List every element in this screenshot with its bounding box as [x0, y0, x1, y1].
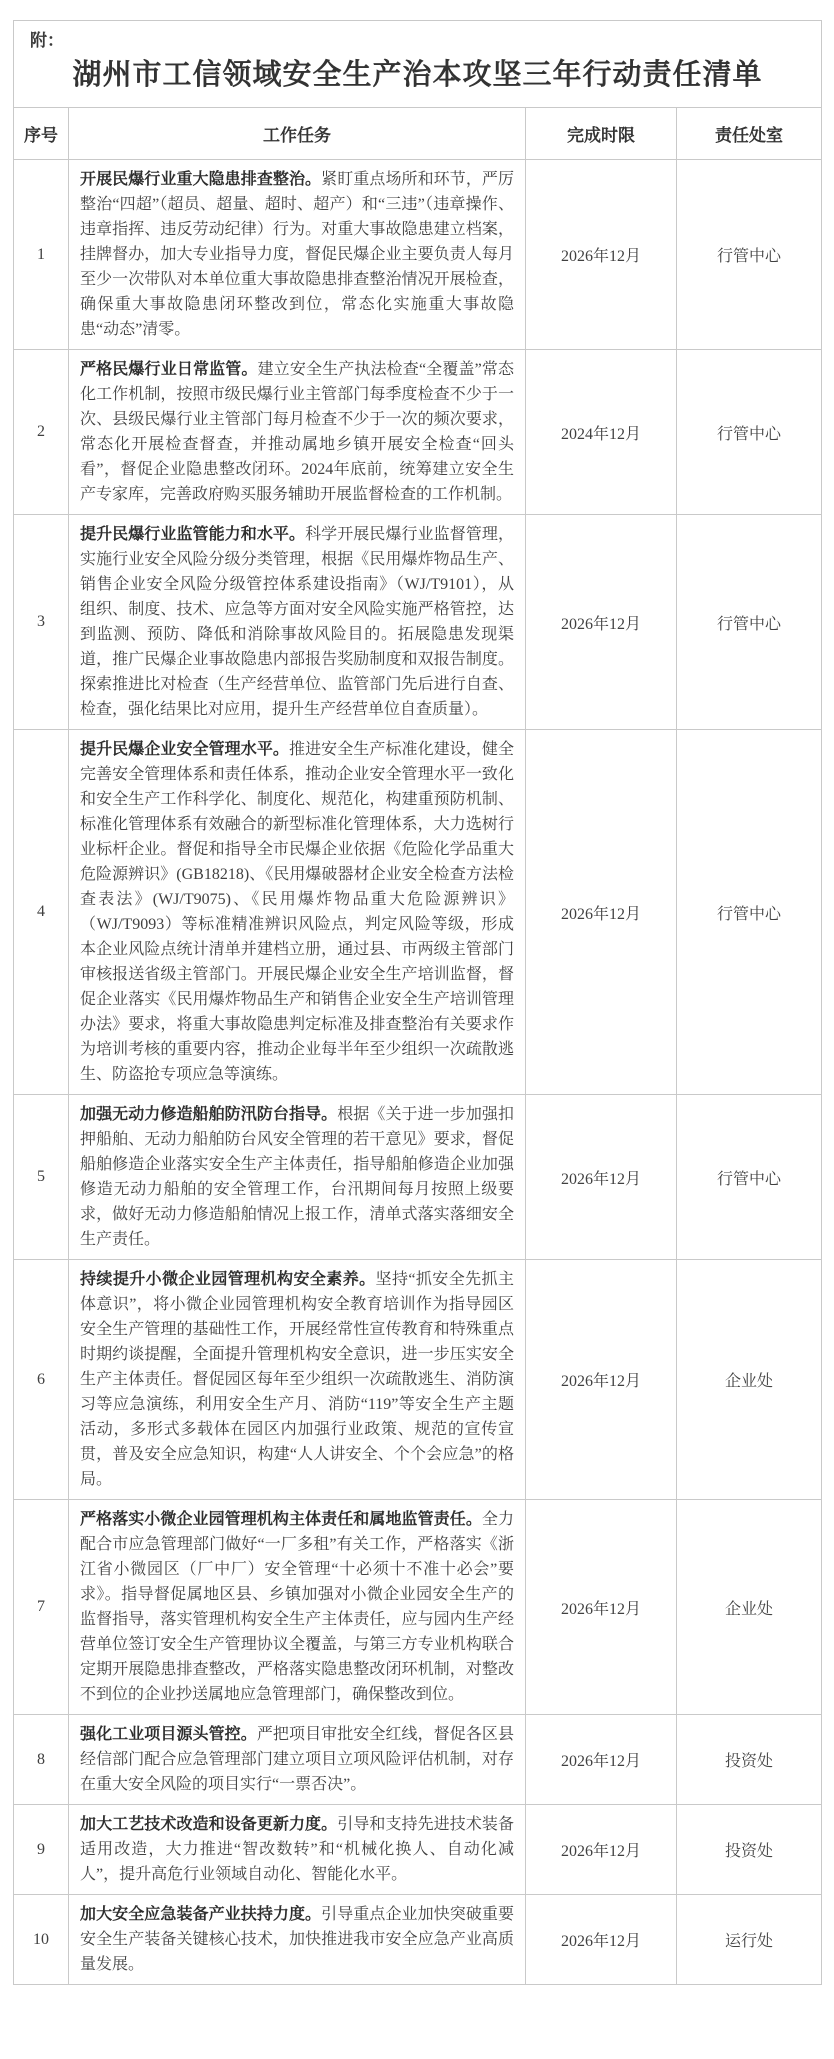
- task-cell: [69, 1095, 526, 1260]
- department-cell: 企业处: [677, 1500, 822, 1715]
- row-number: 1: [14, 160, 69, 350]
- table-row: [14, 515, 822, 730]
- row-number: 3: [14, 515, 69, 730]
- table-header-row: [14, 108, 822, 160]
- table-row: [14, 1095, 822, 1260]
- task-title: 严格民爆行业日常监管。: [80, 361, 258, 378]
- responsibility-table: [13, 20, 822, 1985]
- task-cell: [69, 1805, 526, 1895]
- task-cell: [69, 1895, 526, 1985]
- deadline-cell: 2024年12月: [526, 350, 677, 515]
- department-cell: 行管中心: [677, 515, 822, 730]
- deadline-cell: 2026年12月: [526, 1260, 677, 1500]
- row-number: 5: [14, 1095, 69, 1260]
- column-header-deadline: 完成时限: [526, 108, 677, 160]
- task-description: 坚持“抓安全先抓主体意识”，将小微企业园管理机构安全教育培训作为指导园区安全生产管理的基础性工作，开展经常性宣传教育和特殊重点时期约谈提醒，全面提升管理机构安全意识，进一步压实安全生产主体责任。督促园区每年至少组织一次疏散逃生、消防演习等应急演练，利用安全生产月、消防“119”等安全生产主题活动，多形式多载体在园区内加强行业政策、规范的宣传宣贯，普及安全应急知识，构建“人人讲安全、个个会应急”的格局。: [80, 1271, 514, 1488]
- task-cell: [69, 1260, 526, 1500]
- row-number: 7: [14, 1500, 69, 1715]
- task-cell: [69, 515, 526, 730]
- task-cell: [69, 160, 526, 350]
- deadline-cell: 2026年12月: [526, 160, 677, 350]
- department-cell: 运行处: [677, 1895, 822, 1985]
- deadline-cell: 2026年12月: [526, 1895, 677, 1985]
- row-number: 6: [14, 1260, 69, 1500]
- task-table-body: [14, 160, 822, 1985]
- task-description: 严把项目审批安全红线，督促各区县经信部门配合应急管理部门建立项目立项风险评估机制，对存在重大安全风险的项目实行“一票否决”。: [80, 1726, 514, 1793]
- table-row: [14, 1260, 822, 1500]
- column-header-department: 责任处室: [677, 108, 822, 160]
- task-cell: [69, 350, 526, 515]
- department-cell: 行管中心: [677, 730, 822, 1095]
- table-row: [14, 1715, 822, 1805]
- task-title: 强化工业项目源头管控。: [80, 1726, 257, 1743]
- row-number: 4: [14, 730, 69, 1095]
- task-title: 加强无动力修造船舶防汛防台指导。: [80, 1106, 338, 1123]
- deadline-cell: 2026年12月: [526, 1500, 677, 1715]
- task-title: 加大工艺技术改造和设备更新力度。: [80, 1816, 338, 1833]
- task-title: 加大安全应急装备产业扶持力度。: [80, 1906, 322, 1923]
- deadline-cell: 2026年12月: [526, 515, 677, 730]
- department-cell: 投资处: [677, 1715, 822, 1805]
- task-description: 推进安全生产标准化建设，健全完善安全管理体系和责任体系，推动企业安全管理水平一致化和安全生产工作科学化、制度化、规范化，构建重预防机制、标准化管理体系有效融合的新型标准化管理体系，大力选树行业标杆企业。督促和指导全市民爆企业依据《危险化学品重大危险源辨识》(GB18218)、《民用爆破器材企业安全检查方法检查表法》(WJ/T9075)、《民用爆炸物品重大危险源辨识》（WJ/T9093）等标准精准辨识风险点，判定风险等级，形成本企业风险点统计清单并建档立册，通过县、市两级主管部门审核报送省级主管部门。开展民爆企业安全生产培训监督，督促企业落实《民用爆炸物品生产和销售企业安全生产培训管理办法》要求，将重大事故隐患判定标准及排查整治有关要求作为培训考核的重要内容，推动企业每半年至少组织一次疏散逃生、防盗抢专项应急等演练。: [80, 741, 514, 1083]
- row-number: 2: [14, 350, 69, 515]
- task-title: 开展民爆行业重大隐患排查整治。: [80, 171, 322, 188]
- deadline-cell: 2026年12月: [526, 1805, 677, 1895]
- task-description: 全力配合市应急管理部门做好“一厂多租”有关工作，严格落实《浙江省小微园区（厂中厂）安全管理“十必须十不准十必会”要求》。指导督促属地区县、乡镇加强对小微企业园安全生产的监督指导，落实管理机构安全生产主体责任，应与园内生产经营单位签订安全生产管理协议全覆盖，与第三方专业机构联合定期开展隐患排查整改，严格落实隐患整改闭环机制，对整改不到位的企业抄送属地应急管理部门，确保整改到位。: [80, 1511, 514, 1703]
- deadline-cell: 2026年12月: [526, 730, 677, 1095]
- department-cell: 企业处: [677, 1260, 822, 1500]
- table-row: [14, 350, 822, 515]
- task-description: 科学开展民爆行业监督管理，实施行业安全风险分级分类管理，根据《民用爆炸物品生产、销售企业安全风险分级管控体系建设指南》（WJ/T9101），从组织、制度、技术、应急等方面对安全风险实施严格管控，达到监测、预防、降低和消除事故风险目的。拓展隐患发现渠道，推广民爆企业事故隐患内部报告奖励制度和双报告制度。探索推进比对检查（生产经营单位、监管部门先后进行自查、检查，强化结果比对应用，提升生产经营单位自查质量）。: [80, 526, 514, 718]
- table-row: [14, 730, 822, 1095]
- title-cell: [14, 21, 822, 108]
- page-title: 湖州市工信领域安全生产治本攻坚三年行动责任清单: [72, 59, 763, 91]
- task-title: 提升民爆企业安全管理水平。: [80, 741, 289, 758]
- task-description: 紧盯重点场所和环节，严厉整治“四超”（超员、超量、超时、超产）和“三违”（违章操作、违章指挥、违反劳动纪律）行为。对重大事故隐患建立档案，挂牌督办，加大专业指导力度，督促民爆企业主要负责人每月至少一次带队对本单位重大事故隐患排查整治情况开展检查，确保重大事故隐患闭环整改到位，常态化实施重大事故隐患“动态”清零。: [80, 171, 514, 338]
- task-description: 建立安全生产执法检查“全覆盖”常态化工作机制，按照市级民爆行业主管部门每季度检查不少于一次、县级民爆行业主管部门每月检查不少于一次的频次要求，常态化开展检查督查，并推动属地乡镇开展安全检查“回头看”，督促企业隐患整改闭环。2024年底前，统筹建立安全生产专家库，完善政府购买服务辅助开展监督检查的工作机制。: [80, 361, 514, 503]
- task-description: 引导重点企业加快突破重要安全生产装备关键核心技术，加快推进我市安全应急产业高质量发展。: [80, 1906, 514, 1973]
- task-cell: [69, 1715, 526, 1805]
- attachment-label: 附：: [30, 31, 64, 50]
- deadline-cell: 2026年12月: [526, 1095, 677, 1260]
- task-description: 引导和支持先进技术装备适用改造，大力推进“智改数转”和“机械化换人、自动化减人”，提升高危行业领域自动化、智能化水平。: [80, 1816, 514, 1883]
- table-row: [14, 160, 822, 350]
- column-header-number: 序号: [14, 108, 69, 160]
- task-title: 严格落实小微企业园管理机构主体责任和属地监管责任。: [80, 1511, 482, 1528]
- task-title: 提升民爆行业监管能力和水平。: [80, 526, 306, 543]
- task-cell: [69, 730, 526, 1095]
- row-number: 9: [14, 1805, 69, 1895]
- column-header-task: 工作任务: [69, 108, 526, 160]
- table-row: [14, 1500, 822, 1715]
- department-cell: 行管中心: [677, 160, 822, 350]
- task-description: 根据《关于进一步加强扣押船舶、无动力船舶防台风安全管理的若干意见》要求，督促船舶修造企业落实安全生产主体责任，指导船舶修造企业加强修造无动力船舶的安全管理工作，台汛期间每月按照上级要求，做好无动力修造船舶情况上报工作，清单式落实落细安全生产责任。: [80, 1106, 514, 1248]
- department-cell: 行管中心: [677, 1095, 822, 1260]
- title-row: [14, 21, 822, 108]
- task-cell: [69, 1500, 526, 1715]
- department-cell: 投资处: [677, 1805, 822, 1895]
- deadline-cell: 2026年12月: [526, 1715, 677, 1805]
- department-cell: 行管中心: [677, 350, 822, 515]
- table-row: [14, 1805, 822, 1895]
- table-row: [14, 1895, 822, 1985]
- row-number: 8: [14, 1715, 69, 1805]
- row-number: 10: [14, 1895, 69, 1985]
- task-title: 持续提升小微企业园管理机构安全素养。: [80, 1271, 376, 1288]
